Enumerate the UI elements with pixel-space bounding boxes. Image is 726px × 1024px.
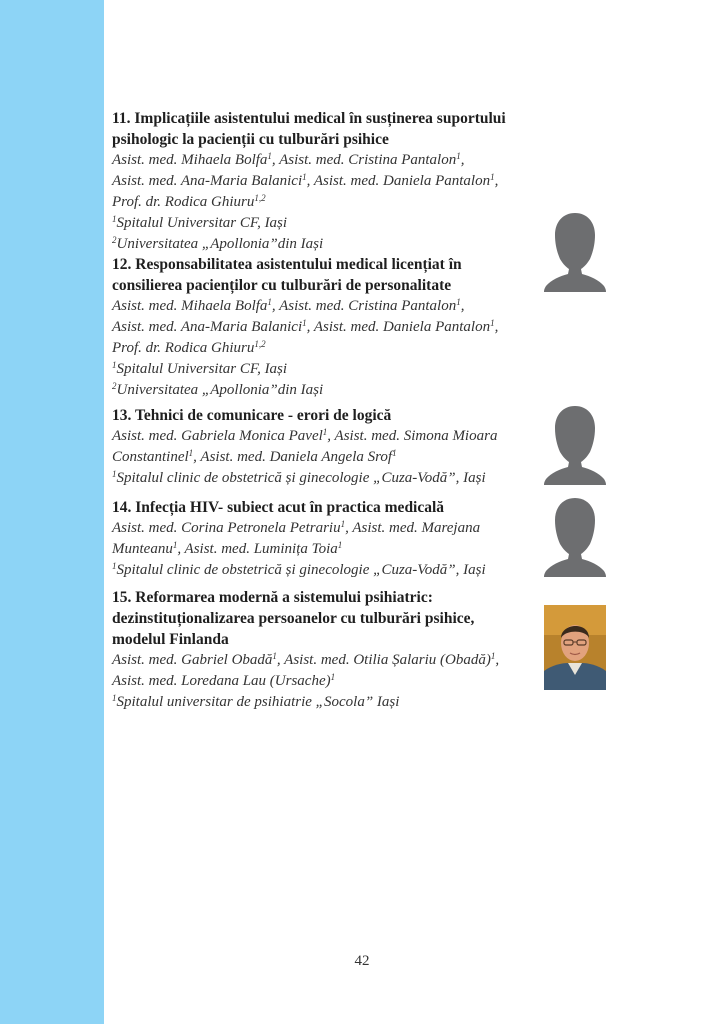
author-line: Prof. dr. Rodica Ghiuru$^{1,2}$ [112,193,266,210]
author-line: Asist. med. Gabriela Monica Pavel$^1$, Asist. med. Simona Mioara [112,427,498,444]
author-line: Asist. med. Loredana Lau (Ursache)$^1$ [112,672,336,689]
affiliation-line: $^1$Spitalul Universitar CF, Iași [112,360,288,377]
female-silhouette-icon [544,495,606,577]
entry-title: 12. Responsabilitatea asistentului medical licențiat în [112,256,462,273]
author-line: Asist. med. Gabriel Obadă$^1$, Asist. med. Otilia Șalariu (Obadă)$^1$, [112,651,500,668]
abstract-entry-14 [112,497,537,581]
abstract-entry-15 [112,587,537,713]
entry-title: consilierea pacienților cu tulburări de personalitate [112,277,452,294]
author-line: Asist. med. Ana-Maria Balanici$^1$, Asist. med. Daniela Pantalon$^1$, [112,318,499,335]
author-line: Asist. med. Mihaela Bolfa$^1$, Asist. med. Cristina Pantalon$^1$, [112,297,465,314]
entry-title: 13. Tehnici de comunicare - erori de logică [112,407,392,424]
affiliation-line: $^2$Universitatea „Apollonia”din Iași [112,235,324,252]
entry-title: modelul Finlanda [112,631,229,648]
author-line: Munteanu$^1$, Asist. med. Luminița Toia$^1$ [112,540,343,557]
side-color-band [0,0,104,1024]
entry-title: 11. Implicațiile asistentului medical în susținerea suportului [112,110,506,127]
affiliation-line: $^1$Spitalul Universitar CF, Iași [112,214,288,231]
author-line: Prof. dr. Rodica Ghiuru$^{1,2}$ [112,339,266,356]
entry-title: psihologic la pacienții cu tulburări psihice [112,131,389,148]
affiliation-line: $^1$Spitalul universitar de psihiatrie „Socola” Iași [112,693,400,710]
author-line: Asist. med. Mihaela Bolfa$^1$, Asist. med. Cristina Pantalon$^1$, [112,151,465,168]
affiliation-line: $^1$Spitalul clinic de obstetrică și ginecologie „Cuza-Vodă”, Iași [112,561,486,578]
entry-title: 15. Reformarea modernă a sistemului psihiatric: [112,589,433,606]
entry-title: 14. Infecția HIV- subiect acut în practica medicală [112,499,445,516]
author-line: Asist. med. Corina Petronela Petrariu$^1$, Asist. med. Marejana [112,519,481,536]
page-number: 42 [354,953,370,969]
author-line: Constantinel$^1$, Asist. med. Daniela Angela Srof$^1$ [112,448,397,465]
affiliation-line: $^1$Spitalul clinic de obstetrică și ginecologie „Cuza-Vodă”, Iași [112,469,486,486]
author-line: Asist. med. Ana-Maria Balanici$^1$, Asist. med. Daniela Pantalon$^1$, [112,172,499,189]
author-portrait-photo [544,605,606,690]
abstract-entry-12 [112,254,537,401]
affiliation-line: $^2$Universitatea „Apollonia”din Iași [112,381,324,398]
female-silhouette-icon [544,403,606,485]
entry-title: dezinstituționalizarea persoanelor cu tulburări psihice, [112,610,475,627]
abstract-entry-13 [112,405,537,489]
abstract-entry-11 [112,108,537,255]
female-silhouette-icon [544,210,606,292]
